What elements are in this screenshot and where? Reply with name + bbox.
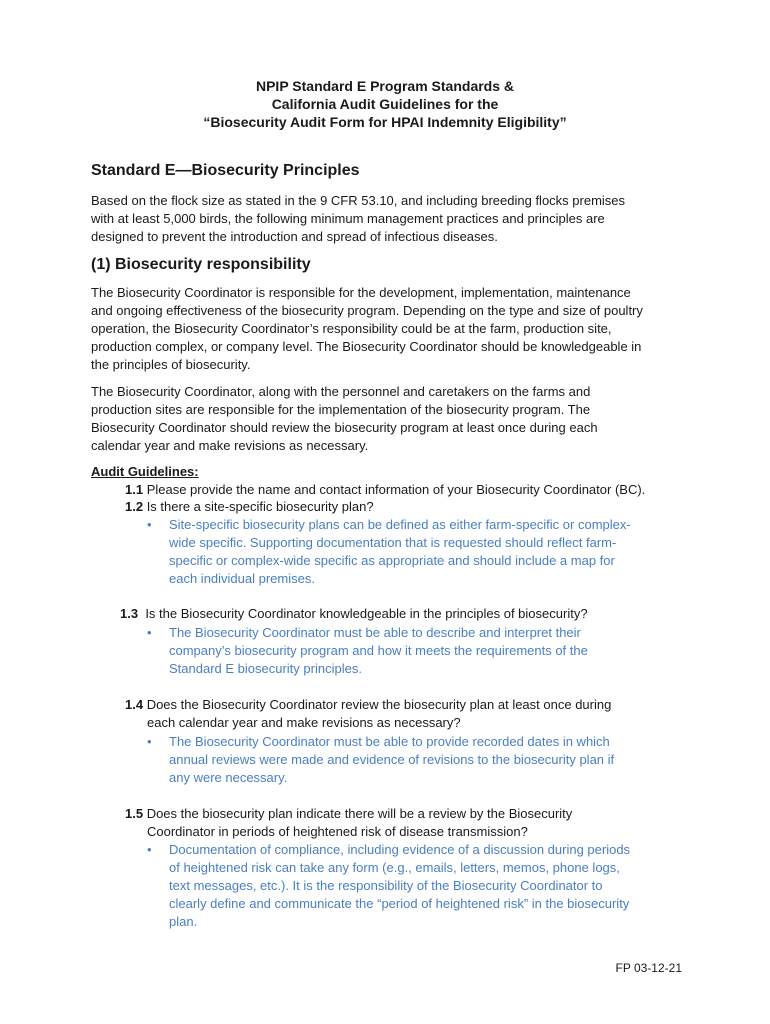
question-number: 1.4 bbox=[125, 697, 144, 712]
title-line-3: “Biosecurity Audit Form for HPAI Indemnity Eligibility” bbox=[203, 114, 567, 130]
document-page: NPIP Standard E Program Standards & California Audit Guidelines for the “Biosecurity Audit Form for HPAI Indemnity Eligibility” Standard E—Biosecurity Principles Based on the flock size as stated in the 9 CFR 53.10, and including breeding flocks premises with at least 5,000 birds, the following minimum management practices and principles are designed to prevent the introduction and spread of infectious diseases. (1) Biosecurity responsibility The Biosecurity Coordinator is responsible for the development, implementation, maintenance and ongoing effectiveness of the biosecurity program. Depending on the type and size of poultry operation, the Biosecurity Coordinator’s responsibility could be at the farm, production site, production complex, or company level. The Biosecurity Coordinator should be knowledgeable in the principles of biosecurity. The Biosecurity Coordinator, along with the personnel and caretakers on the farms and production sites are responsible for the implementation of the biosecurity program. The Biosecurity Coordinator should review the biosecurity program at least once during each calendar year and make revisions as necessary. Audit Guidelines: 1.1 Please provide the name and contact information of your Biosecurity Coordinator (BC). 1.2 Is there a site-specific biosecurity plan? • Site-specific biosecurity plans can be defined as either farm-specific or complex- wide specific. Supporting documentation that is requested should reflect farm- specific or complex-wide specific as appropriate and should include a map for each individual premises. 1.3 Is the Biosecurity Coordinator knowledgeable in the principles of biosecurity? • The Biosecurity Coordinator must be able to describe and interpret their company’s biosecurity program and how it meets the requirements of the Standard E biosecurity principles. 1.4 Does the Biosecurity Coordinator review the biosecurity plan at least once during each calendar year and make revisions as necessary? • The Biosecurity Coordinator must be able to provide recorded dates in which annual reviews were made and evidence of revisions to the biosecurity plan if any were necessary. 1.5 Does the biosecurity plan indicate there will be a review by the Biosecurity Coordinator in periods of heightened risk of disease transmission? • Documentation of compliance, including evidence of a discussion during periods of heightened risk can take any form (e.g., emails, letters, memos, phone logs, text messages, etc.). It is the responsibility of the Biosecurity Coordinator to clearly define and communicate the “period of heightened risk” in the biosecurity plan. FP 03-12-21 bbox=[0, 0, 770, 1024]
responsibility-paragraph-2: The Biosecurity Coordinator, along with the personnel and caretakers on the farms and production sites are responsible for the implementation of the biosecurity program. The Biosecurity Coordinator should review the biosecurity program at least once during each calendar year and make revisions as necessary. bbox=[91, 384, 598, 453]
document-title bbox=[60, 77, 710, 131]
audit-guidelines-label: Audit Guidelines: bbox=[91, 464, 199, 479]
question-1-5 bbox=[125, 805, 572, 841]
question-text-continued: each calendar year and make revisions as necessary? bbox=[147, 715, 461, 730]
question-number: 1.2 bbox=[125, 499, 144, 514]
question-text: Is there a site-specific biosecurity plan? bbox=[143, 499, 374, 514]
title-line-2: California Audit Guidelines for the bbox=[271, 96, 499, 112]
bullet-icon: • bbox=[147, 625, 152, 640]
question-text-continued: Coordinator in periods of heightened risk of disease transmission? bbox=[147, 824, 528, 839]
bullet-icon: • bbox=[147, 842, 152, 857]
question-text: Is the Biosecurity Coordinator knowledgeable in the principles of biosecurity? bbox=[145, 606, 588, 621]
question-1-1 bbox=[125, 481, 645, 499]
question-text: Does the biosecurity plan indicate there will be a review by the Biosecurity bbox=[143, 806, 573, 821]
subsection-heading: (1) Biosecurity responsibility bbox=[91, 256, 311, 273]
bullet-icon: • bbox=[147, 734, 152, 749]
question-1-2 bbox=[125, 498, 374, 516]
question-1-4 bbox=[125, 696, 611, 732]
intro-paragraph: Based on the flock size as stated in the 9 CFR 53.10, and including breeding flocks premises with at least 5,000 birds, the following minimum management practices and principles are designed to prevent the introduction and spread of infectious diseases. bbox=[91, 193, 626, 244]
bullet-icon: • bbox=[147, 517, 152, 532]
section-heading: Standard E—Biosecurity Principles bbox=[91, 162, 360, 179]
title-line-1: NPIP Standard E Program Standards & bbox=[255, 78, 515, 94]
footer-code: FP 03-12-21 bbox=[615, 961, 682, 975]
question-number: 1.5 bbox=[125, 806, 144, 821]
question-number: 1.3 bbox=[120, 606, 139, 621]
question-text: Please provide the name and contact information of your Biosecurity Coordinator (BC). bbox=[143, 482, 646, 497]
responsibility-paragraph-1: The Biosecurity Coordinator is responsible for the development, implementation, maintenance and ongoing effectiveness of the biosecurity program. Depending on the type and size of poultry operation, the Biosecurity Coordinator’s responsibility could be at the farm, production site, production complex, or company level. The Biosecurity Coordinator should be knowledgeable in the principles of biosecurity. bbox=[91, 285, 643, 372]
question-number: 1.1 bbox=[125, 482, 144, 497]
question-text: Does the Biosecurity Coordinator review the biosecurity plan at least once during bbox=[143, 697, 612, 712]
question-1-3 bbox=[120, 605, 588, 623]
